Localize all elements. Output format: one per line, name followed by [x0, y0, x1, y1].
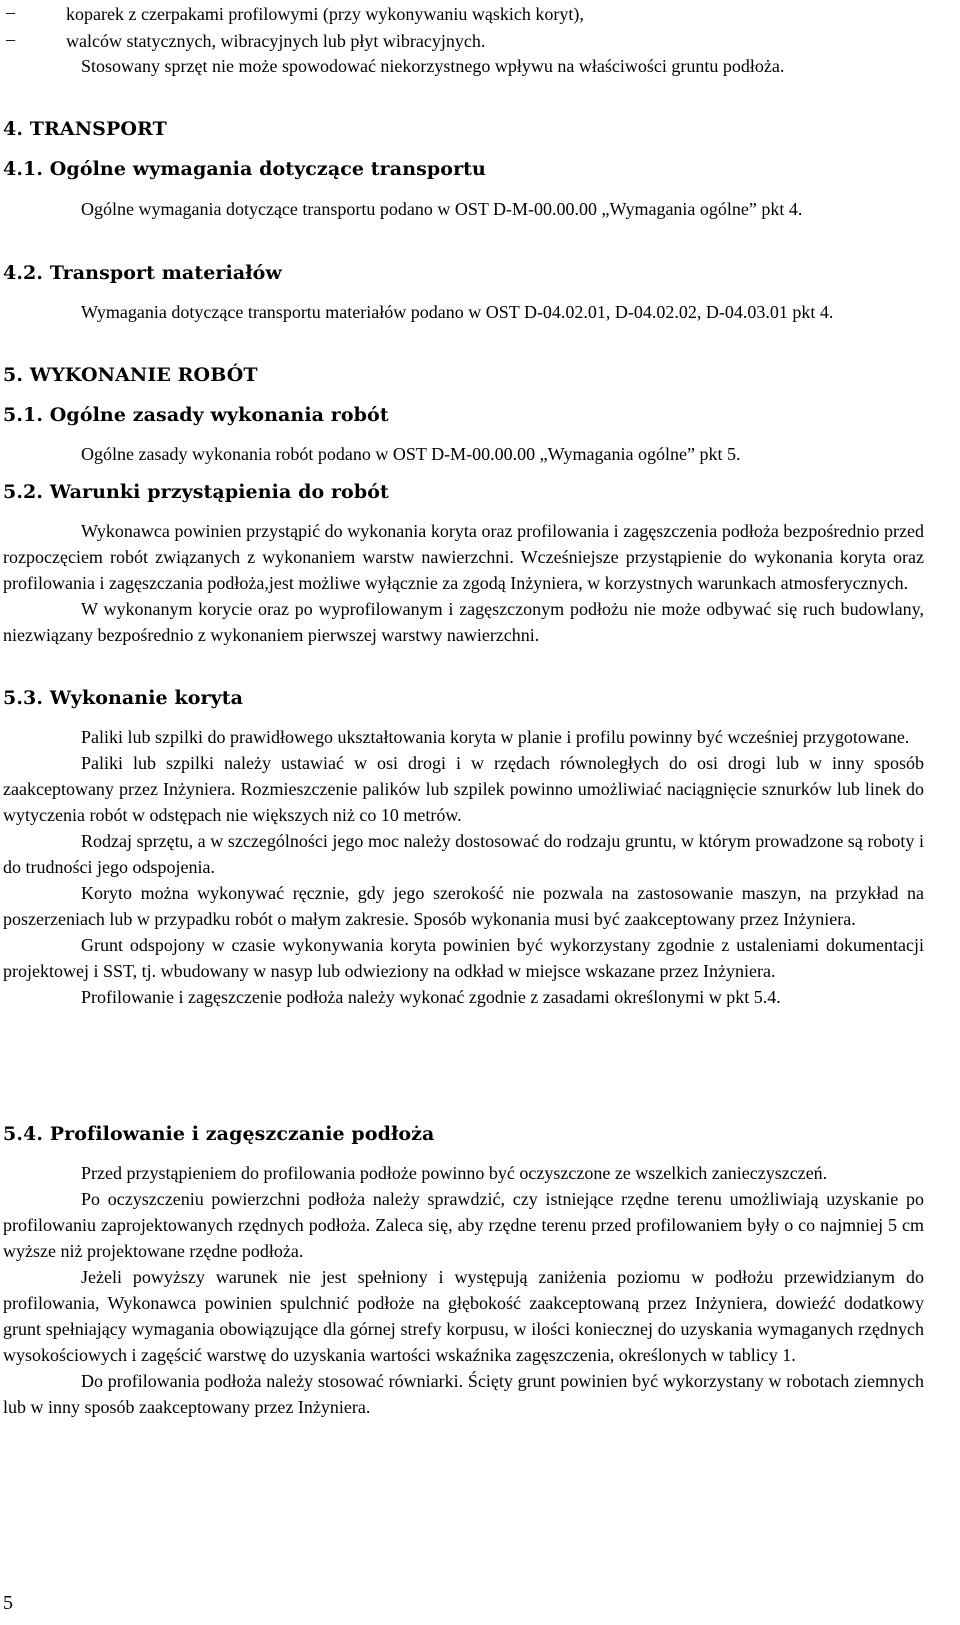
paragraph-4-2 — [3, 299, 924, 325]
paragraph-text: Paliki lub szpilki do prawidłowego ukształtowania koryta w planie i profilu powinny być wcześniej przygotowane. — [81, 727, 910, 747]
subsection-heading: 4.2. Transport materiałów — [3, 262, 282, 284]
paragraph-text: Rodzaj sprzętu, a w szczególności jego moc należy dostosować do rodzaju gruntu, w którym prowadzone są roboty i do trudności jego odspojenia. — [3, 831, 924, 877]
paragraph-text: Wykonawca powinien przystąpić do wykonania koryta oraz profilowania i zagęszczenia podłoża bezpośrednio przed rozpoczęciem robót związanych z wykonaniem warstw nawierzchni. Wcześniejsze przystąpienie do wykonania koryta oraz profilowania i zagęszczania podłoża,jest możliwe wyłącznie za zgodą Inżyniera, w korzystnych warunkach atmosferycznych. — [3, 521, 924, 593]
paragraph-text: Do profilowania podłoża należy stosować równiarki. Ścięty grunt powinien być wykorzystany w robotach ziemnych lub w inny sposób zaakceptowany przez Inżyniera. — [3, 1371, 924, 1417]
section-heading: 5. WYKONANIE ROBÓT — [3, 364, 258, 386]
paragraph-text: Jeżeli powyższy warunek nie jest spełniony i występują zaniżenia poziomu w podłożu przewidzianym do profilowania, Wykonawca powinien spulchnić podłoże na głębokość zaakceptowaną przez Inżyniera, dowieźć dodatkowy grunt spełniający wymagania obowiązujące dla górnej strefy korpusu, w ilości koniecznej do uzyskania wymaganych rzędnych wysokościowych i zagęścić warstwę do uzyskania wartości wskaźnika zagęszczenia, określonych w tablicy 1. — [3, 1267, 924, 1365]
subsection-heading: 5.1. Ogólne zasady wykonania robót — [3, 404, 389, 426]
paragraph-text: Profilowanie i zagęszczenie podłoża należy wykonać zgodnie z zasadami określonymi w pkt 5.4. — [81, 987, 781, 1007]
paragraph-5-4 — [3, 1160, 924, 1420]
paragraph-text: Ogólne wymagania dotyczące transportu podano w OST D-M-00.00.00 „Wymagania ogólne” pkt 4. — [81, 199, 803, 219]
subsection-heading: 4.1. Ogólne wymagania dotyczące transportu — [3, 158, 486, 180]
paragraph-text: Koryto można wykonywać ręcznie, gdy jego szerokość nie pozwala na zastosowanie maszyn, na przykład na poszerzeniach lub w przypadku robót o małym zakresie. Sposób wykonania musi być zaakceptowany przez Inżyniera. — [3, 883, 924, 929]
paragraph-text: Ogólne zasady wykonania robót podano w OST D-M-00.00.00 „Wymagania ogólne” pkt 5. — [81, 444, 741, 464]
paragraph-5-3 — [3, 724, 924, 1010]
paragraph-text: Wymagania dotyczące transportu materiałów podano w OST D-04.02.01, D-04.02.02, D-04.03.01 pkt 4. — [81, 302, 834, 322]
paragraph-5-1 — [3, 441, 924, 467]
paragraph-text: Przed przystąpieniem do profilowania podłoże powinno być oczyszczone ze wszelkich zanieczyszczeń. — [81, 1163, 828, 1183]
bullet-dash: – — [6, 29, 15, 49]
paragraph-equipment — [3, 53, 924, 79]
paragraph-text: Po oczyszczeniu powierzchni podłoża należy sprawdzić, czy istniejące rzędne terenu umożliwiają uzyskanie po profilowaniu zaprojektowanych rzędnych podłoża. Zaleca się, aby rzędne terenu przed profilowaniem były o co najmniej 5 cm wyższe niż projektowane rzędne podłoża. — [3, 1189, 924, 1261]
paragraph-text: Paliki lub szpilki należy ustawiać w osi drogi i w rzędach równoległych do osi drogi lub w inny sposób zaakceptowany przez Inżyniera. Rozmieszczenie palików lub szpilek powinno umożliwiać naciągnięcie sznurków lub linek do wytyczenia robót w odstępach nie większych niż co 10 metrów. — [3, 753, 924, 825]
paragraph-text: W wykonanym korycie oraz po wyprofilowanym i zagęszczonym podłożu nie może odbywać się ruch budowlany, niezwiązany bezpośrednio z wykonaniem pierwszej warstwy nawierzchni. — [3, 599, 924, 645]
paragraph-text: Grunt odspojony w czasie wykonywania koryta powinien być wykorzystany zgodnie z ustaleniami dokumentacji projektowej i SST, tj. wbudowany w nasyp lub odwieziony na odkład w miejsce wskazane przez Inżyniera. — [3, 935, 924, 981]
paragraph-5-2 — [3, 518, 924, 648]
subsection-heading: 5.2. Warunki przystąpienia do robót — [3, 481, 389, 503]
bullet-dash: – — [6, 2, 15, 22]
bullet-item: walców statycznych, wibracyjnych lub płyt wibracyjnych. — [66, 31, 486, 51]
bullet-item: koparek z czerpakami profilowymi (przy wykonywaniu wąskich koryt), — [66, 4, 584, 24]
subsection-heading: 5.4. Profilowanie i zagęszczanie podłoża — [3, 1123, 435, 1145]
page-number: 5 — [3, 1592, 13, 1614]
subsection-heading: 5.3. Wykonanie koryta — [3, 687, 244, 709]
paragraph-4-1 — [3, 196, 924, 222]
paragraph-text: Stosowany sprzęt nie może spowodować niekorzystnego wpływu na właściwości gruntu podłoża. — [81, 56, 785, 76]
section-heading: 4. TRANSPORT — [3, 118, 167, 140]
